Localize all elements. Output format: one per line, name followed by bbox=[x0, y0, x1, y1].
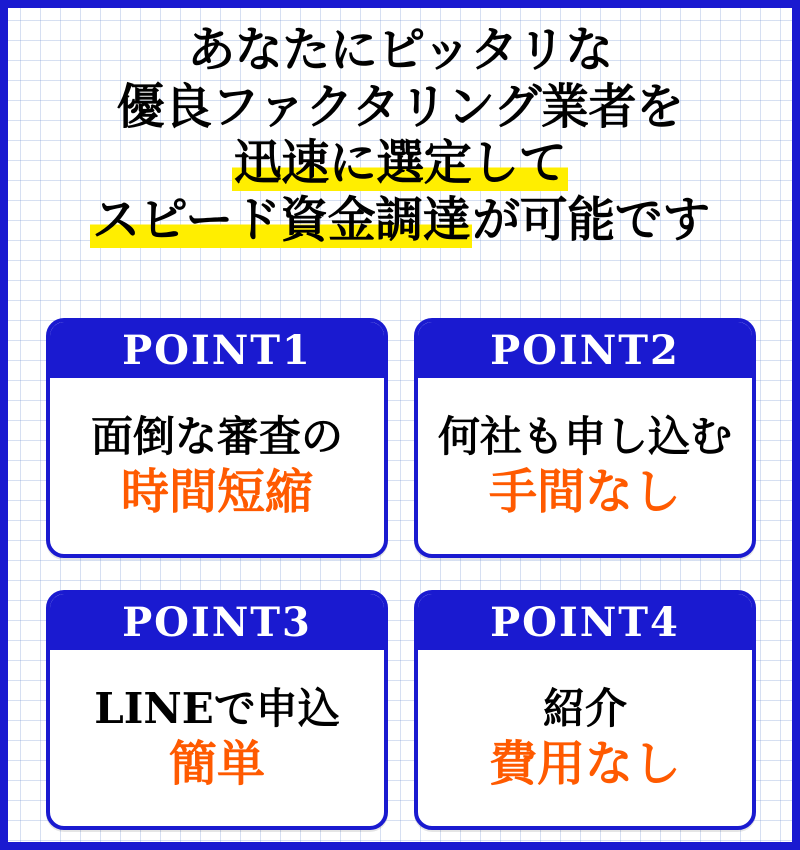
headline-line-3 bbox=[0, 135, 800, 192]
point-card-3-badge: POINT3 bbox=[50, 594, 384, 650]
point-card-1 bbox=[46, 318, 388, 558]
point-card-3-body bbox=[50, 650, 384, 830]
frame-border-top bbox=[0, 0, 800, 8]
point-card-3 bbox=[46, 590, 388, 830]
frame-border-bottom bbox=[0, 842, 800, 850]
point-card-4-line-1: 紹介 bbox=[542, 683, 627, 733]
headline-line-2: 優良ファクタリング業者を bbox=[116, 78, 684, 135]
point-card-2 bbox=[414, 318, 756, 558]
headline-line-4-tail: が可能です bbox=[472, 191, 710, 248]
point-card-1-line-2: 時間短縮 bbox=[120, 463, 313, 520]
point-card-1-badge: POINT1 bbox=[50, 322, 384, 378]
point-card-1-body bbox=[50, 378, 384, 558]
headline-block bbox=[0, 22, 800, 249]
point-card-4 bbox=[414, 590, 756, 830]
headline-line-4-highlight: スピード資金調達 bbox=[92, 191, 471, 248]
point-cards-grid bbox=[46, 318, 756, 830]
point-card-4-line-2: 費用なし bbox=[488, 735, 681, 792]
point-card-4-body bbox=[418, 650, 752, 830]
headline-line-3-highlight: 迅速に選定して bbox=[233, 135, 567, 192]
point-card-3-line-1: LINEで申込 bbox=[94, 683, 340, 733]
point-card-2-body bbox=[418, 378, 752, 558]
headline-line-4 bbox=[0, 192, 800, 249]
point-card-2-line-1: 何社も申し込む bbox=[437, 411, 732, 461]
point-card-2-line-2: 手間なし bbox=[488, 463, 681, 520]
point-card-3-line-2: 簡単 bbox=[168, 735, 265, 792]
point-card-1-line-1: 面倒な審査の bbox=[90, 411, 343, 461]
headline-line-1: あなたにピッタリな bbox=[187, 22, 613, 78]
point-card-4-badge: POINT4 bbox=[418, 594, 752, 650]
point-card-2-badge: POINT2 bbox=[418, 322, 752, 378]
